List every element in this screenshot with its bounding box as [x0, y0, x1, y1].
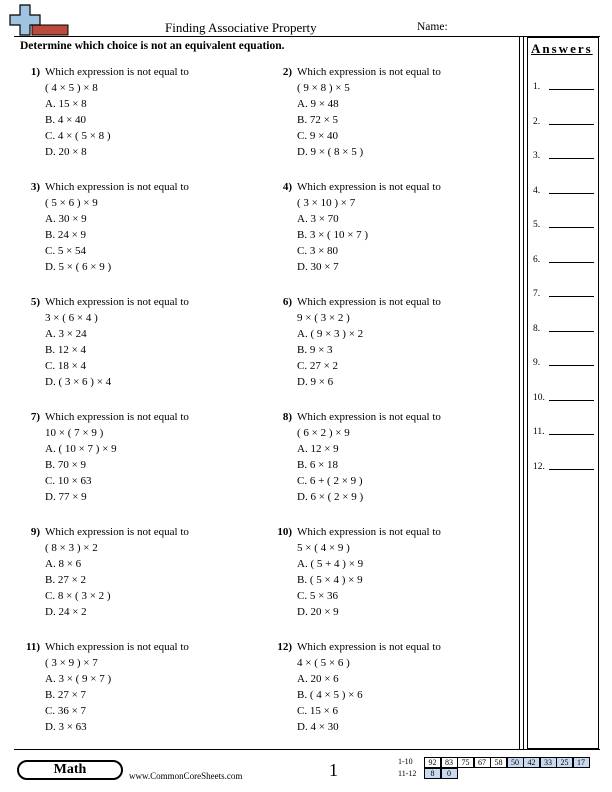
answer-label: 2. [533, 116, 541, 127]
problem-expression: 10 × ( 7 × 9 ) [45, 427, 104, 439]
score-cell: 17 [573, 757, 590, 768]
problem-expression: ( 4 × 5 ) × 8 [45, 82, 98, 94]
answer-blank[interactable] [549, 193, 594, 194]
answer-choice[interactable]: D. 6 × ( 2 × 9 ) [297, 491, 364, 503]
score-cell: 75 [457, 757, 474, 768]
problem-item [277, 524, 527, 620]
answer-choice[interactable]: C. 18 × 4 [45, 360, 87, 372]
answer-label: 8. [533, 323, 541, 334]
score-cell: 8 [424, 768, 441, 779]
problem-item [30, 64, 275, 160]
answer-label: 4. [533, 185, 541, 196]
answer-choice[interactable]: D. 30 × 7 [297, 261, 339, 273]
problem-question: Which expression is not equal to [297, 66, 441, 78]
score-cell: 83 [441, 757, 458, 768]
score-cell: 92 [424, 757, 441, 768]
problem-item [25, 639, 275, 735]
site-url: www.CommonCoreSheets.com [129, 771, 243, 781]
answer-choice[interactable]: A. 30 × 9 [45, 213, 87, 225]
problem-item [30, 294, 275, 390]
answer-choice[interactable]: B. 6 × 18 [297, 459, 339, 471]
problem-number: 7) [30, 411, 40, 423]
problem-item [282, 409, 527, 505]
answer-label: 3. [533, 151, 541, 161]
problem-question: Which expression is not equal to [297, 181, 441, 193]
subject-badge: Math [17, 760, 123, 780]
answer-choice[interactable]: B. 4 × 40 [45, 114, 87, 126]
problem-number: 11) [25, 641, 40, 653]
problem-item [282, 179, 527, 275]
problem-question: Which expression is not equal to [45, 641, 189, 653]
answer-choice[interactable]: A. 20 × 6 [297, 673, 339, 685]
math-plus-logo-icon [6, 3, 70, 37]
problem-number: 10) [277, 526, 292, 538]
answer-choice[interactable]: C. 3 × 80 [297, 245, 339, 257]
answer-choice[interactable]: A. 9 × 48 [297, 98, 339, 110]
answer-label: 1. [533, 82, 541, 92]
answer-label: 6. [533, 254, 541, 265]
answer-choice[interactable]: A. 3 × 24 [45, 328, 87, 340]
problem-expression: ( 3 × 10 ) × 7 [297, 197, 356, 209]
answer-blank[interactable] [549, 400, 594, 401]
answer-choice[interactable]: A. ( 9 × 3 ) × 2 [297, 328, 364, 340]
problem-number: 2) [282, 66, 292, 78]
problem-item [282, 294, 527, 390]
answer-blank[interactable] [549, 365, 594, 366]
answer-choice[interactable]: D. ( 3 × 6 ) × 4 [45, 376, 112, 388]
answer-label: 12. [533, 461, 545, 472]
answer-choice[interactable]: B. ( 4 × 5 ) × 6 [297, 689, 363, 701]
answer-label: 5. [533, 220, 541, 230]
answer-choice[interactable]: A. 15 × 8 [45, 98, 87, 110]
answer-choice[interactable]: B. 24 × 9 [45, 229, 87, 241]
answers-title: Answers [531, 41, 593, 56]
problem-number: 9) [30, 526, 40, 538]
answer-choice[interactable]: A. 8 × 6 [45, 558, 82, 570]
problem-item [30, 409, 275, 505]
problem-item [282, 64, 527, 160]
answer-choice[interactable]: D. 9 × 6 [297, 376, 334, 388]
answer-choice[interactable]: B. 70 × 9 [45, 459, 87, 471]
answer-choice[interactable]: D. 4 × 30 [297, 721, 339, 733]
answer-choice[interactable]: C. 6 + ( 2 × 9 ) [297, 475, 363, 487]
answer-blank[interactable] [549, 331, 594, 332]
instructions: Determine which choice is not an equivalent equation. [20, 40, 285, 52]
header-divider [14, 36, 600, 37]
answer-blank[interactable] [549, 296, 594, 297]
answer-choice[interactable]: D. 77 × 9 [45, 491, 87, 503]
answer-blank[interactable] [549, 227, 594, 228]
problem-expression: ( 5 × 6 ) × 9 [45, 197, 98, 209]
problem-expression: 9 × ( 3 × 2 ) [297, 312, 350, 324]
answer-choice[interactable]: C. 8 × ( 3 × 2 ) [45, 590, 111, 602]
answer-choice[interactable]: C. 27 × 2 [297, 360, 339, 372]
answer-choice[interactable]: D. 20 × 8 [45, 146, 87, 158]
problem-question: Which expression is not equal to [45, 411, 189, 423]
answer-blank[interactable] [549, 434, 594, 435]
problem-item [30, 179, 275, 275]
answer-choice[interactable]: B. 72 × 5 [297, 114, 339, 126]
problem-question: Which expression is not equal to [297, 296, 441, 308]
problem-item [30, 524, 275, 620]
problem-expression: ( 3 × 9 ) × 7 [45, 657, 98, 669]
problem-expression: 4 × ( 5 × 6 ) [297, 657, 350, 669]
problem-expression: 3 × ( 6 × 4 ) [45, 312, 98, 324]
answer-label: 7. [533, 289, 541, 299]
score-cell: 25 [556, 757, 573, 768]
answer-label: 10. [533, 392, 545, 403]
answer-choice[interactable]: B. 9 × 3 [297, 344, 333, 356]
problem-number: 6) [282, 296, 292, 308]
answer-choice[interactable]: A. 3 × ( 9 × 7 ) [45, 673, 112, 685]
answer-choice[interactable]: B. 12 × 4 [45, 344, 87, 356]
answer-choice[interactable]: D. 20 × 9 [297, 606, 339, 618]
problem-expression: 5 × ( 4 × 9 ) [297, 542, 350, 554]
answer-choice[interactable]: C. 15 × 6 [297, 705, 339, 717]
score-row-label: 11-12 [398, 769, 417, 778]
problem-expression: ( 6 × 2 ) × 9 [297, 427, 350, 439]
score-row-label: 1-10 [398, 757, 413, 766]
answer-choice[interactable]: B. 3 × ( 10 × 7 ) [297, 229, 369, 241]
problem-question: Which expression is not equal to [297, 411, 441, 423]
answer-label: 11. [533, 427, 545, 437]
problem-expression: ( 8 × 3 ) × 2 [45, 542, 98, 554]
answer-blank[interactable] [549, 124, 594, 125]
answer-choice[interactable]: C. 9 × 40 [297, 130, 339, 142]
answer-choice[interactable]: A. ( 10 × 7 ) × 9 [45, 443, 117, 455]
answer-label: 9. [533, 358, 541, 368]
footer-divider [14, 749, 600, 750]
answer-choice[interactable]: A. 3 × 70 [297, 213, 339, 225]
answer-blank[interactable] [549, 158, 594, 159]
answer-choice[interactable]: B. 27 × 7 [45, 689, 87, 701]
score-cell: 0 [441, 768, 458, 779]
problem-number: 3) [30, 181, 40, 193]
name-label: Name: [417, 21, 448, 33]
score-cell: 42 [523, 757, 540, 768]
answer-choice[interactable]: C. 10 × 63 [45, 475, 92, 487]
score-cell: 67 [474, 757, 491, 768]
answer-choice[interactable]: C. 4 × ( 5 × 8 ) [45, 130, 111, 142]
problem-number: 5) [30, 296, 40, 308]
problem-number: 4) [282, 181, 292, 193]
score-cell: 33 [540, 757, 557, 768]
answer-choice[interactable]: D. 5 × ( 6 × 9 ) [45, 261, 112, 273]
problem-question: Which expression is not equal to [45, 66, 189, 78]
answer-choice[interactable]: C. 5 × 54 [45, 245, 87, 257]
score-cell: 58 [490, 757, 507, 768]
problem-question: Which expression is not equal to [45, 181, 189, 193]
page-title: Finding Associative Property [165, 20, 317, 35]
answer-blank[interactable] [549, 89, 594, 90]
problem-question: Which expression is not equal to [297, 641, 441, 653]
problem-expression: ( 9 × 8 ) × 5 [297, 82, 350, 94]
score-cell: 50 [507, 757, 524, 768]
problem-number: 8) [282, 411, 292, 423]
answer-choice[interactable]: A. 12 × 9 [297, 443, 339, 455]
answer-choice[interactable]: C. 36 × 7 [45, 705, 87, 717]
problem-number: 12) [277, 641, 292, 653]
answer-choice[interactable]: D. 3 × 63 [45, 721, 87, 733]
answer-blank[interactable] [549, 262, 594, 263]
answer-choice[interactable]: D. 24 × 2 [45, 606, 87, 618]
answer-choice[interactable]: D. 9 × ( 8 × 5 ) [297, 146, 364, 158]
problem-question: Which expression is not equal to [45, 526, 189, 538]
problem-item [277, 639, 527, 735]
answer-blank[interactable] [549, 469, 594, 470]
answer-choice[interactable]: C. 5 × 36 [297, 590, 339, 602]
problem-question: Which expression is not equal to [297, 526, 441, 538]
answer-choice[interactable]: A. ( 5 + 4 ) × 9 [297, 558, 364, 570]
problem-question: Which expression is not equal to [45, 296, 189, 308]
answer-choice[interactable]: B. ( 5 × 4 ) × 9 [297, 574, 363, 586]
answer-choice[interactable]: B. 27 × 2 [45, 574, 87, 586]
problem-number: 1) [30, 66, 40, 78]
page-number: 1 [329, 760, 338, 780]
